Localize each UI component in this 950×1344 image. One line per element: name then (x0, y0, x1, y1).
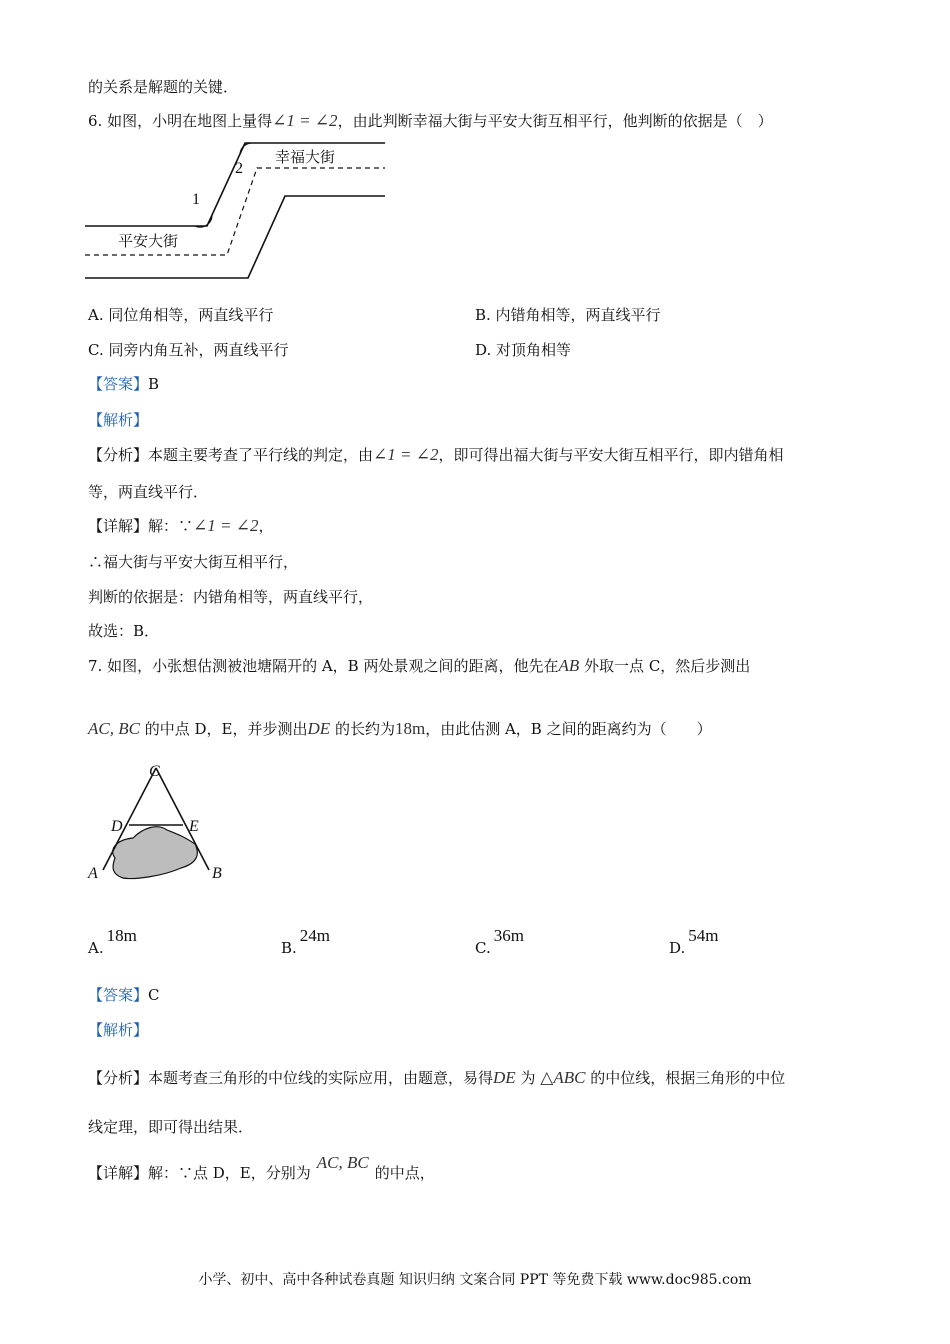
answer-line (88, 374, 159, 394)
answer-line (88, 985, 160, 1005)
xiangjie-tag: 【详解】 (88, 517, 149, 535)
question-7-stem (88, 656, 750, 676)
option-value: 54m (688, 926, 719, 945)
option-letter: C. (475, 939, 491, 957)
analysis-line (88, 1117, 253, 1137)
text: 的长约为 (334, 720, 395, 738)
angle-1-label: 1 (192, 191, 200, 208)
option-d (475, 340, 571, 360)
triangle-pond-figure (85, 758, 230, 888)
text: 解：∵点 D，E，分别为 (148, 1164, 311, 1182)
math-acbc: AC, BC (88, 719, 140, 738)
text: ，由此估测 A，B 之间的距离约为（ ） (425, 720, 712, 738)
analysis-tag: 【解析】 (88, 411, 149, 429)
xiangjie-tag: 【详解】 (88, 1164, 149, 1182)
point-d-label: D (111, 818, 123, 835)
answer-tag: 【答案】 (88, 375, 149, 393)
angle-2-label: 2 (235, 160, 243, 177)
detail-line (88, 587, 373, 607)
point-c-label: C (149, 763, 160, 780)
point-e-label: E (189, 818, 199, 835)
detail-line (88, 1153, 435, 1183)
option-text: B. 内错角相等，两直线平行 (475, 306, 661, 324)
text: 的中位线，根据三角形的中位 (590, 1069, 786, 1087)
math-de: DE (307, 719, 331, 738)
option-value: 18m (106, 926, 137, 945)
text: 线定理，即可得出结果． (88, 1118, 254, 1136)
option-letter: A. (88, 939, 104, 957)
street-map-figure (85, 138, 390, 283)
text: ，即可得出福大街与平安大街互相平行，即内错角相 (438, 446, 784, 464)
street-edge-line (85, 143, 385, 226)
option-a (88, 926, 137, 958)
text: 7. 如图，小张想估测被池塘隔开的 A，B 两处景观之间的距离，他先在 (88, 657, 559, 675)
option-b (475, 305, 661, 325)
detail-line (88, 552, 298, 572)
analysis-line (88, 1068, 785, 1088)
option-b (281, 926, 331, 958)
text: ∴福大街与平安大街互相平行， (88, 553, 299, 571)
analysis-heading (88, 1020, 148, 1040)
option-a (88, 305, 273, 325)
option-text: A. 同位角相等，两直线平行 (88, 306, 274, 324)
angle-equation: ∠1 = ∠2 (272, 111, 338, 130)
text: 本题主要考查了平行线的判定，由 (148, 446, 374, 464)
text: 为 (520, 1069, 536, 1087)
point-b-label: B (212, 865, 222, 882)
angle-equation: ∠1 = ∠2 (193, 516, 259, 535)
text: 的关系是解题的关键． (88, 78, 239, 96)
page-footer: 小学、初中、高中各种试卷真题 知识归纳 文案合同 PPT 等免费下载 www.doc985.com (198, 1272, 752, 1288)
option-d (669, 926, 719, 958)
answer-value: B (148, 375, 160, 393)
angle-2-arc (240, 143, 251, 154)
text: 本题考查三角形的中位线的实际应用，由题意，易得 (148, 1069, 494, 1087)
option-value: 36m (493, 926, 524, 945)
option-text: C. 同旁内角互补，两直线平行 (88, 341, 289, 359)
text: ，由此判断幸福大街与平安大街互相平行，他判断的依据是（ ） (337, 112, 773, 130)
option-letter: B. (281, 939, 297, 957)
answer-tag: 【答案】 (88, 986, 149, 1004)
text: ， (258, 517, 274, 535)
analysis-line (88, 445, 784, 465)
question-7-stem-2 (88, 719, 712, 739)
text: 6. 如图，小明在地图上量得 (88, 112, 273, 130)
math-triangle: △ABC (540, 1068, 586, 1087)
angle-equation: ∠1 = ∠2 (373, 445, 439, 464)
analysis-heading (88, 410, 148, 430)
math-acbc: AC, BC (316, 1153, 369, 1172)
option-text: D. 对顶角相等 (475, 341, 572, 359)
street-top-label: 幸福大街 (275, 148, 336, 166)
math-de: DE (493, 1068, 516, 1087)
text: 等，两直线平行． (88, 483, 209, 501)
math-18m: 18m (394, 719, 426, 738)
option-letter: D. (669, 939, 686, 957)
point-a-label: A (88, 865, 98, 882)
question-6-stem (88, 111, 773, 131)
math-ab: AB (558, 656, 580, 675)
analysis-tag: 【解析】 (88, 1021, 149, 1039)
fenxi-tag: 【分析】 (88, 446, 149, 464)
analysis-line (88, 482, 208, 502)
option-c (475, 926, 524, 958)
answer-value: C (148, 986, 160, 1004)
pond-shape (113, 827, 198, 879)
text-line (88, 77, 238, 97)
text: 解：∵ (148, 517, 194, 535)
fenxi-tag: 【分析】 (88, 1069, 149, 1087)
text: 外取一点 C，然后步测出 (584, 657, 751, 675)
text: 故选：B． (88, 622, 160, 640)
option-value: 24m (299, 926, 331, 945)
detail-line (88, 516, 274, 536)
option-c (88, 340, 288, 360)
detail-line (88, 621, 159, 641)
text: 判断的依据是：内错角相等，两直线平行， (88, 588, 374, 606)
text: 的中点， (374, 1164, 435, 1182)
street-bottom-label: 平安大街 (118, 232, 179, 250)
text: 的中点 D，E，并步测出 (144, 720, 308, 738)
